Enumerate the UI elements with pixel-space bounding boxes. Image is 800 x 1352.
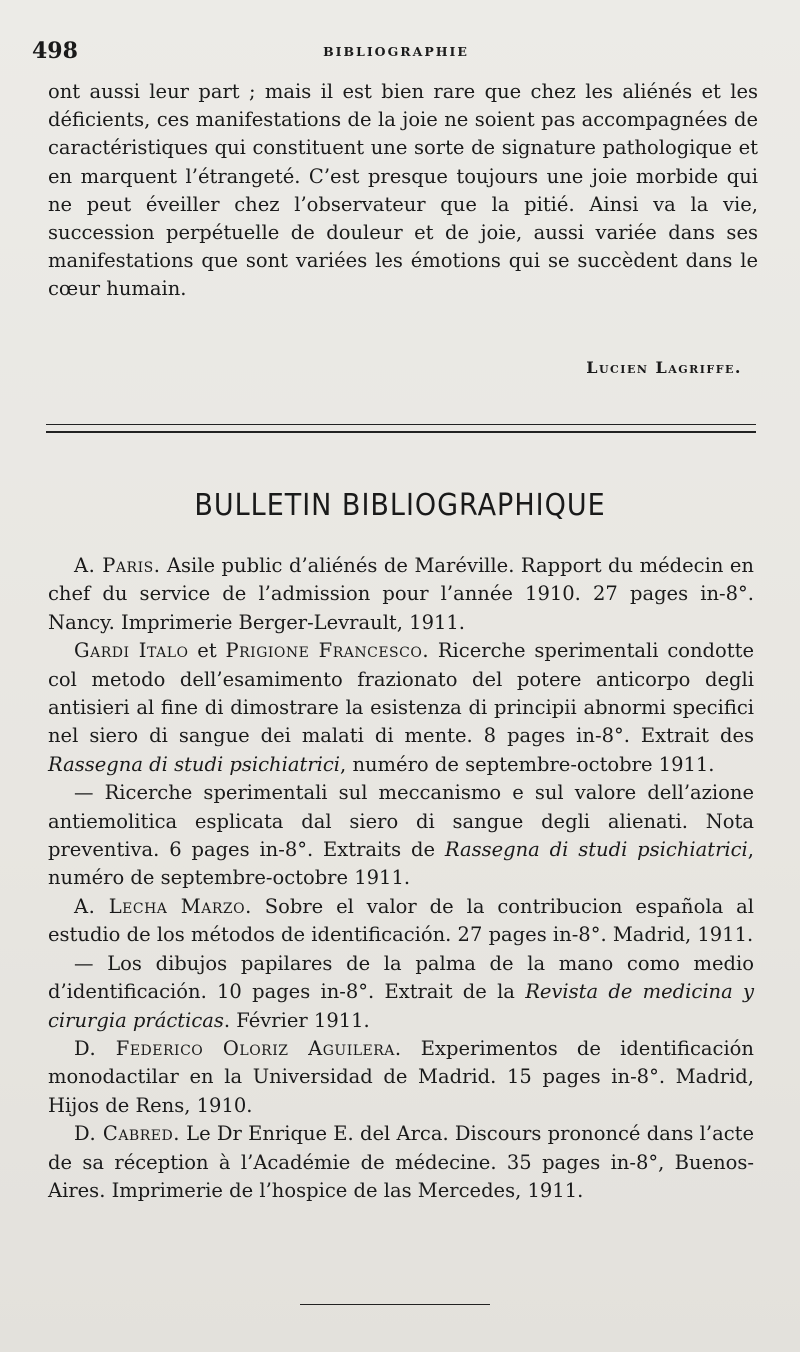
entry-author: A. Paris. (74, 554, 161, 577)
bibliography-entry (48, 950, 754, 1035)
bibliography-list (48, 552, 754, 1205)
entry-text: — Los dibujos papilares de la palma de la mano como medio d’identificación. 10 pages in-8°. Extrait de la (48, 951, 754, 1004)
entry-text: , numéro de septembre-octobre 1911. (340, 752, 715, 776)
signature-text: Lucien Lagriffe. (586, 358, 742, 377)
entry-text: Le Dr Enrique E. del Arca. Discours prononcé dans l’acte de sa réception à l’Académie de médecine. 35 pages in-8°, Buenos-Aires. Imprimerie de l’hospice de las Mercedes, 1911. (48, 1122, 755, 1202)
entry-journal: Revista de medicina y cirurgia prácticas (48, 980, 755, 1032)
page-number: 498 (32, 38, 78, 64)
bibliography-entry (48, 637, 754, 779)
entry-author: Prigione Francesco. (225, 639, 430, 663)
entry-author: D. Federico Oloriz Aguilera. (74, 1036, 402, 1060)
bibliography-entry (48, 893, 754, 950)
entry-author: Gardi Italo (74, 639, 189, 663)
entry-author: D. Cabred. (74, 1122, 180, 1146)
end-rule (300, 1304, 490, 1305)
entry-author: A. Lecha Marzo. (74, 894, 252, 918)
entry-text: Asile public d’aliénés de Maréville. Rapport du médecin en chef du service de l’admission pour l’année 1910. 27 pages in-8°. Nancy. Imprimerie Berger-Levrault, 1911. (48, 554, 754, 634)
entry-text: Experimentos de identificación monodactilar en la Universidad de Madrid. 15 pages in-8°. Madrid, Hijos de Rens, 1910. (48, 1036, 754, 1117)
bibliography-entry (48, 1120, 754, 1205)
paragraph-text: ont aussi leur part ; mais il est bien rare que chez les aliénés et les déficients, ces manifestations de la joie ne soient pas accompagnées de caractéristiques qui constituent une sorte de signature pathologique et en marquent l’étrangeté. C’est presque toujours une joie morbide qui ne peut éveiller chez l’observateur que la pitié. Ainsi va la vie, succession perpétuelle de douleur et de joie, aussi variée dans ses manifestations que sont variées les émotions qui se succèdent dans le cœur humain. (48, 80, 758, 301)
entry-text: Ricerche sperimentali condotte col metodo dell’esamimento frazionato del potere anticorpo degli antisieri al fine di dimostrare la esistenza di principii abnormi specifici nel siero di sangue dei malati di mente. 8 pages in-8°. Extrait des (48, 639, 754, 748)
entry-text: et (188, 639, 226, 663)
entry-text: Sobre el valor de la contribucion española al estudio de los métodos de identificación. 27 pages in-8°. Madrid, 1911. (48, 894, 754, 947)
author-signature (586, 358, 742, 377)
section-title: BULLETIN BIBLIOGRAPHIQUE (194, 488, 606, 523)
running-head: BIBLIOGRAPHIE (323, 44, 469, 59)
bibliography-entry (48, 1035, 754, 1120)
entry-journal: Rassegna di studi psichiatrici (444, 838, 748, 862)
article-closing-paragraph (48, 78, 758, 304)
entry-text: , numéro de septembre-octobre 1911. (48, 838, 754, 890)
section-divider (46, 424, 756, 434)
bibliography-entry (48, 552, 754, 637)
entry-journal: Rassegna di studi psichiatrici (48, 752, 341, 776)
page-header (32, 38, 760, 68)
bibliography-entry (48, 779, 754, 893)
entry-text: — Ricerche sperimentali sul meccanismo e sul valore dell’azione antiemolitica esplicata dal siero di sangue degli alienati. Nota preventiva. 6 pages in-8°. Extraits de (48, 781, 754, 862)
entry-text: . Février 1911. (223, 1008, 370, 1032)
